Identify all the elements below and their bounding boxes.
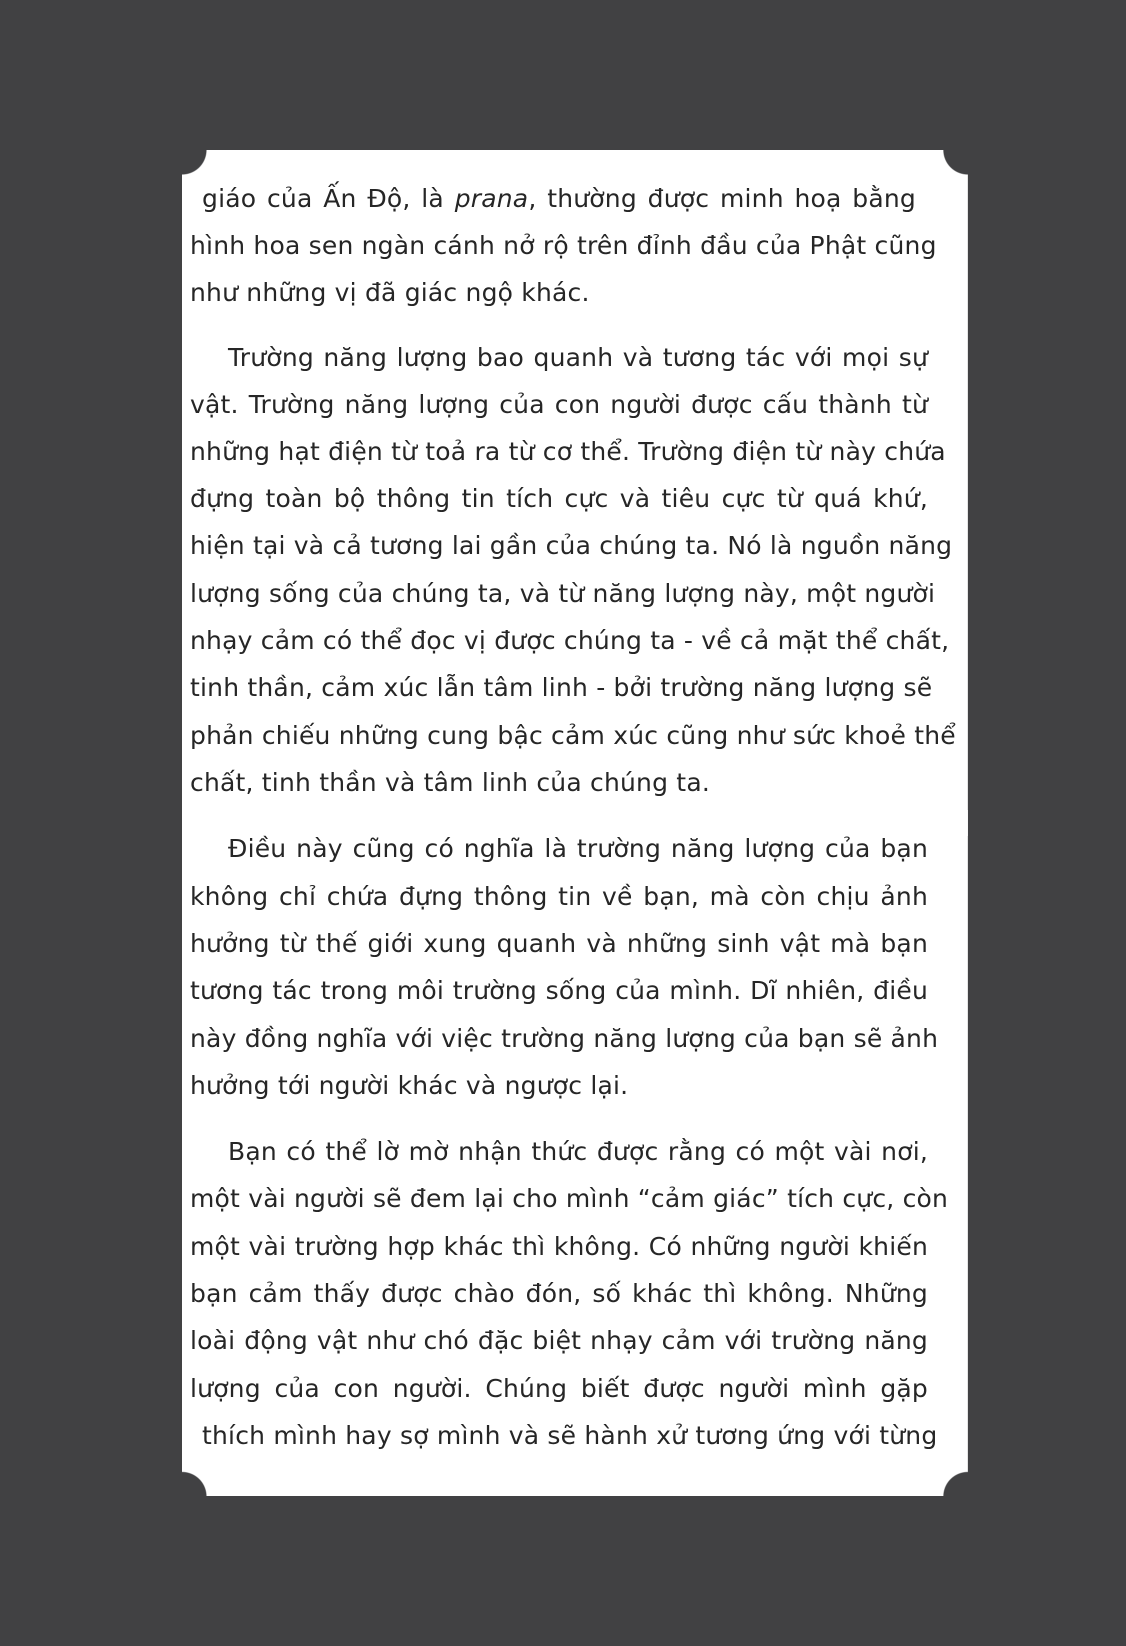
italic-term: prana <box>454 184 529 213</box>
text-line: chất, tinh thần và tâm linh của chúng ta. <box>190 768 710 797</box>
text-line: lượng của con người. Chúng biết được người mình gặp <box>190 1374 928 1403</box>
text-line: đựng toàn bộ thông tin tích cực và tiêu cực từ quá khứ, <box>190 484 928 513</box>
text-segment: , thường được minh hoạ bằng <box>528 184 916 213</box>
text-line: tinh thần, cảm xúc lẫn tâm linh - bởi trường năng lượng sẽ <box>190 673 933 702</box>
text-line: thích mình hay sợ mình và sẽ hành xử tương ứng với từng <box>202 1421 938 1450</box>
text-line: lượng sống của chúng ta, và từ năng lượng này, một người <box>190 579 936 608</box>
text-line: hưởng từ thế giới xung quanh và những sinh vật mà bạn <box>190 929 928 958</box>
text-line: bạn cảm thấy được chào đón, số khác thì không. Những <box>190 1279 928 1308</box>
text-line: Điều này cũng có nghĩa là trường năng lượng của bạn <box>228 834 928 863</box>
text-line: những hạt điện từ toả ra từ cơ thể. Trường điện từ này chứa <box>190 437 946 466</box>
text-line: hình hoa sen ngàn cánh nở rộ trên đỉnh đầu của Phật cũng <box>190 231 937 260</box>
text-line: một vài người sẽ đem lại cho mình “cảm giác” tích cực, còn <box>190 1184 949 1213</box>
text-line: Bạn có thể lờ mờ nhận thức được rằng có một vài nơi, <box>228 1137 928 1166</box>
text-segment: giáo của Ấn Độ, là <box>202 184 455 213</box>
text-line: không chỉ chứa đựng thông tin về bạn, mà còn chịu ảnh <box>190 882 928 911</box>
text-line <box>202 176 916 222</box>
text-line: vật. Trường năng lượng của con người được cấu thành từ <box>190 390 928 419</box>
text-line: nhạy cảm có thể đọc vị được chúng ta - về cả mặt thể chất, <box>190 626 950 655</box>
text-line: hiện tại và cả tương lai gần của chúng ta. Nó là nguồn năng <box>190 531 953 560</box>
text-line: hưởng tới người khác và ngược lại. <box>190 1071 629 1100</box>
text-line: loài động vật như chó đặc biệt nhạy cảm với trường năng <box>190 1326 928 1355</box>
text-line: tương tác trong môi trường sống của mình. Dĩ nhiên, điều <box>190 976 928 1005</box>
text-line: một vài trường hợp khác thì không. Có những người khiến <box>190 1232 928 1261</box>
text-line: Trường năng lượng bao quanh và tương tác với mọi sự <box>228 343 928 372</box>
text-line: như những vị đã giác ngộ khác. <box>190 278 590 307</box>
text-line: này đồng nghĩa với việc trường năng lượng của bạn sẽ ảnh <box>190 1024 939 1053</box>
text-line: phản chiếu những cung bậc cảm xúc cũng như sức khoẻ thể <box>190 721 956 750</box>
